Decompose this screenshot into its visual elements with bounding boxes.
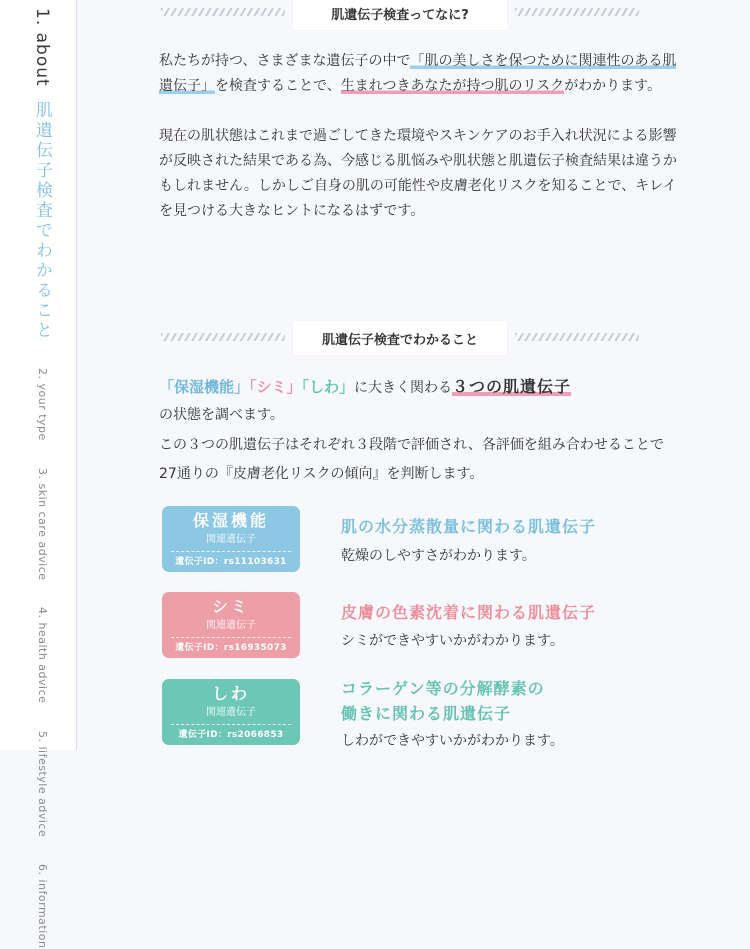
findings-paragraph: この３つの肌遺伝子はそれぞれ３段階で評価され、各評価を組み合わせることで27通りの『皮膚老化リスクの傾向』を判断します。 <box>159 437 664 482</box>
section-title-about: 肌遺伝子検査ってなに? <box>293 0 507 30</box>
lead-three-genes: ３つの肌遺伝子 <box>452 377 572 396</box>
about-highlight-risk: 生まれつきあなたが持つ肌のリスク <box>340 78 565 94</box>
gene-card-spots <box>162 592 300 658</box>
gene-desc-spots: シミができやすいかがわかります。 <box>341 633 564 649</box>
findings-lead <box>159 374 679 401</box>
heading-hatch-right <box>515 333 639 341</box>
gene-card-sub: 関連遺伝子 <box>206 707 256 718</box>
gene-desc-wrinkles: しわができやすいかがわかります。 <box>341 733 564 749</box>
gene-card-sub: 関連遺伝子 <box>206 534 256 545</box>
about-paragraph-1 <box>159 49 679 99</box>
sidebar-nav <box>30 8 55 949</box>
sidebar-item-about-subtitle: 肌遺伝子検査でわかること <box>32 100 52 341</box>
keyword-wrinkles: 「しわ」 <box>301 378 355 396</box>
gene-card-sub: 関連遺伝子 <box>206 620 256 631</box>
gene-card-divider <box>171 724 291 725</box>
findings-lead-end: の状態を調べます。 <box>159 407 284 423</box>
heading-hatch-left <box>161 333 285 341</box>
gene-desc-moisture: 乾燥のしやすさがわかります。 <box>341 548 536 564</box>
lead-mid-text: に大きく関わる <box>354 380 453 396</box>
sidebar-item-about-number: 1. about <box>32 8 52 87</box>
about-text-c: がわかります。 <box>564 78 662 94</box>
gene-title-moisture: 肌の水分蒸散量に関わる肌遺伝子 <box>341 517 597 536</box>
gene-card-moisture <box>162 506 300 572</box>
heading-hatch-right <box>515 8 639 16</box>
gene-card-id: 遺伝子ID：rs2066853 <box>178 730 284 740</box>
gene-title-spots: 皮膚の色素沈着に関わる肌遺伝子 <box>341 603 597 622</box>
about-text-b: を検査することで、 <box>215 78 341 94</box>
sidebar-item-lifestyle-advice[interactable]: 5. lifestyle advice <box>36 730 49 838</box>
gene-card-name: しわ <box>211 684 250 703</box>
heading-hatch-left <box>161 8 285 16</box>
gene-card-id: 遺伝子ID：rs11103631 <box>175 557 287 567</box>
sidebar-item-skin-care-advice[interactable]: 3. skin care advice <box>36 467 49 581</box>
gene-card-divider <box>171 551 291 552</box>
section-heading-findings <box>77 321 750 357</box>
about-text-a: 私たちが持つ、さまざまな遺伝子の中で <box>159 53 411 69</box>
about-paragraph-2: 現在の肌状態はこれまで過ごしてきた環境やスキンケアのお手入れ状況による影響が反映された結果である為、今感じる肌悩みや肌状態と肌遺伝子検査結果は違うかもしれません。しかしご自身の肌の可能性や皮膚老化リスクを知ることで、キレイを見つける大きなヒントになるはずです。 <box>159 128 677 219</box>
gene-card-name: 保湿機能 <box>192 511 269 530</box>
sidebar-item-about[interactable] <box>32 8 52 341</box>
sidebar <box>0 0 77 949</box>
keyword-spots: 「シミ」 <box>249 378 302 396</box>
gene-title-wrinkles: コラーゲン等の分解酵素の <box>341 679 545 698</box>
sidebar-item-health-advice[interactable]: 4. health advice <box>36 607 49 704</box>
gene-card-divider <box>171 637 291 638</box>
section-heading-about <box>77 0 750 32</box>
gene-card-id: 遺伝子ID：rs16935073 <box>175 643 287 653</box>
section-title-findings: 肌遺伝子検査でわかること <box>293 321 507 355</box>
gene-card-wrinkles <box>162 679 300 745</box>
gene-card-name: シミ <box>211 597 250 616</box>
sidebar-item-information[interactable]: 6. information <box>36 864 49 949</box>
keyword-moisture: 「保湿機能」 <box>159 378 250 396</box>
gene-title-wrinkles-line2: 働きに関わる肌遺伝子 <box>341 704 512 723</box>
main-content <box>77 0 750 750</box>
about-highlight-gene: 「肌の美しさを保つために関連性のある肌遺伝子」 <box>159 53 677 94</box>
sidebar-item-your-type[interactable]: 2. your type <box>36 367 49 441</box>
